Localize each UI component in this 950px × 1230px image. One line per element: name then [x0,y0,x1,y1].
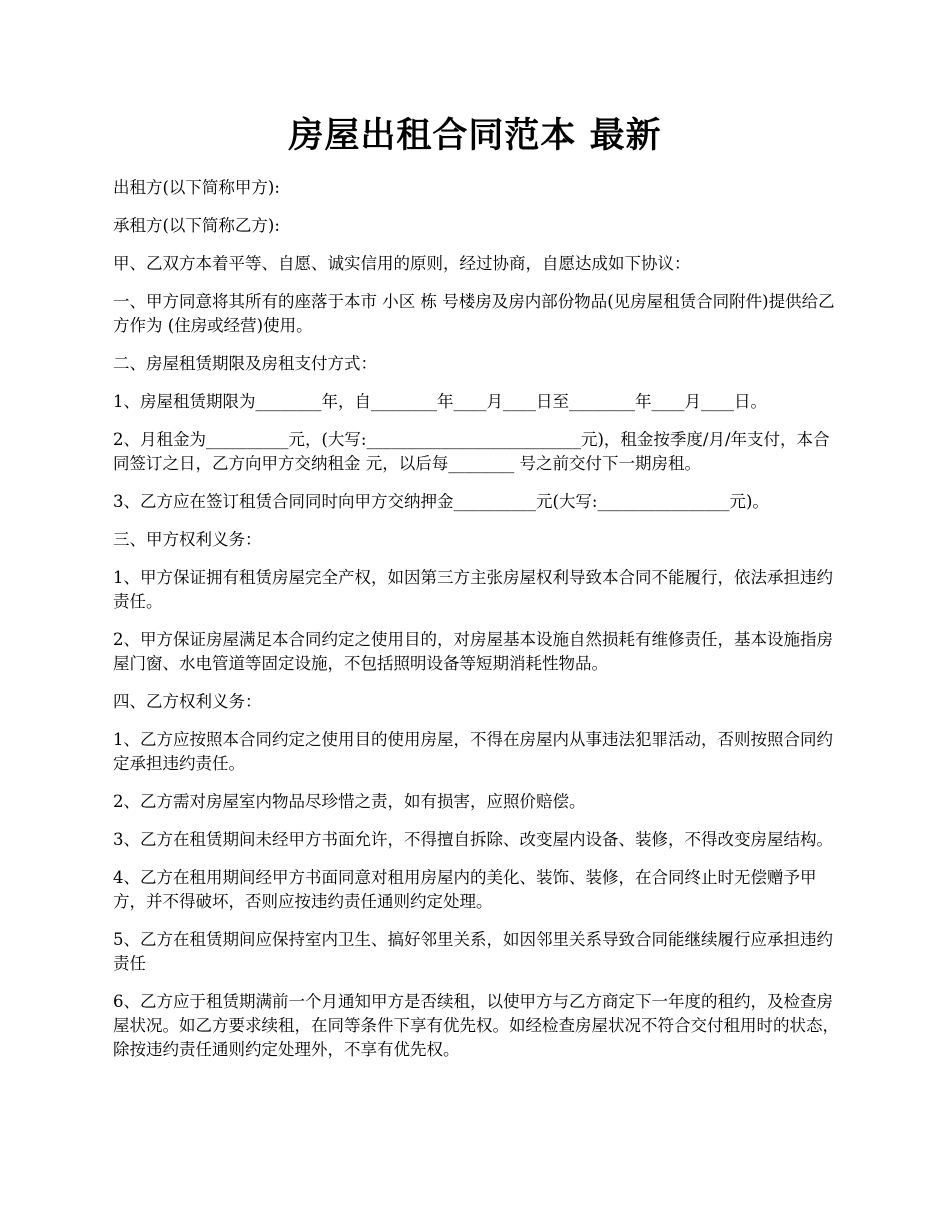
clause-2-3: 3、乙方应在签订租赁合同同时向甲方交纳押金__________元(大写:________________元)。 [113,492,769,511]
clause-4-6: 6、乙方应于租赁期满前一个月通知甲方是否续租，以使甲方与乙方商定下一年度的租约，及检查房屋状况。如乙方要求续租，在同等条件下享有优先权。如经检查房屋状况不符合交付租用时的状态，除按违约责任通则约定处理外，不享有优先权。 [113,992,839,1059]
clause-3-1: 1、甲方保证拥有租赁房屋完全产权，如因第三方主张房屋权利导致本合同不能履行，依法承担违约责任。 [113,568,833,611]
document-body [113,176,843,1076]
clause-2-2: 2、月租金为__________元，(大写:__________________________元)，租金按季度/月/年支付，本合同签订之日，乙方向甲方交纳租金 元，以后每________ 号之前交付下一期房租。 [113,430,830,473]
agreement-intro: 甲、乙双方本着平等、自愿、诚实信用的原则，经过协商，自愿达成如下协议： [113,254,691,273]
party-b-line: 承租方(以下简称乙方): [113,216,280,235]
clause-3-2: 2、甲方保证房屋满足本合同约定之使用目的，对房屋基本设施自然损耗有维修责任，基本设施指房屋门窗、水电管道等固定设施，不包括照明设备等短期消耗性物品。 [113,630,833,673]
section-heading-lease-term: 二、房屋租赁期限及房租支付方式： [113,354,377,373]
party-a-line: 出租方(以下简称甲方): [113,178,280,197]
clause-4-4: 4、乙方在租用期间经甲方书面同意对租用房屋内的美化、装饰、装修，在合同终止时无偿赠予甲方，并不得破坏，否则应按违约责任通则约定处理。 [113,868,817,911]
section-heading-party-a-rights: 三、甲方权利义务： [113,530,262,549]
section-heading-party-b-rights: 四、乙方权利义务： [113,692,262,711]
clause-4-5: 5、乙方在租赁期间应保持室内卫生、搞好邻里关系，如因邻里关系导致合同能继续履行应承担违约责任 [113,930,833,973]
clause-2-1: 1、房屋租赁期限为________年，自________年____月____日至________年____月____日。 [113,392,767,411]
clause-4-3: 3、乙方在租赁期间未经甲方书面允许，不得擅自拆除、改变屋内设备、装修，不得改变房屋结构。 [113,830,833,849]
clause-4-2: 2、乙方需对房屋室内物品尽珍惜之责，如有损害，应照价赔偿。 [113,792,586,811]
clause-4-1: 1、乙方应按照本合同约定之使用目的使用房屋，不得在房屋内从事违法犯罪活动，否则按照合同约定承担违约责任。 [113,730,833,773]
document-title: 房屋出租合同范本 最新 [288,115,662,156]
clause-1: 一、甲方同意将其所有的座落于本市 小区 栋 号楼房及房内部份物品(见房屋租赁合同附件)提供给乙方作为 (住房或经营)使用。 [113,292,835,335]
